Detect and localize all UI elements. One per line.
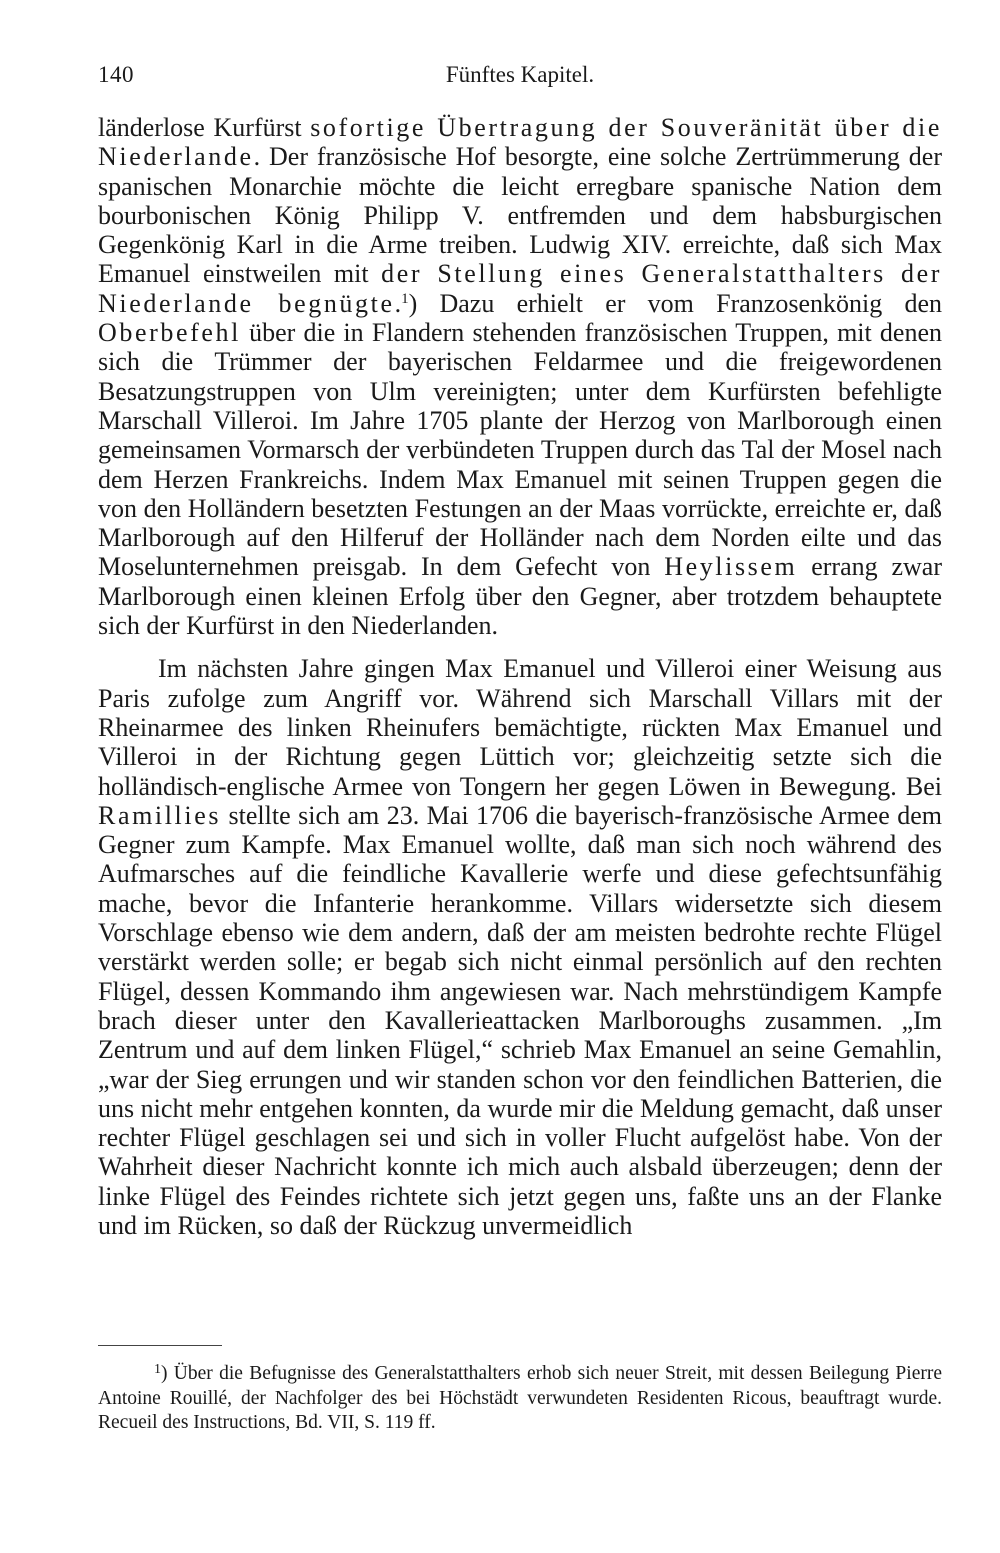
- spaced-emphasis: der Stellung eines Generalstatthalters der Niederlande begnügte: [98, 259, 942, 318]
- footnote-1-text: ) Über die Befugnisse des Generalstatthalters erhob sich neuer Streit, mit dessen Beilegung Pierre Antoine Rouillé, der Nachfolger des bei Höchstädt verwundeten Residenten Ricous, beauftragt wurde. Recueil des Instructions, Bd. VII, S. 119 ff.: [98, 1363, 942, 1433]
- paragraph-2-text: Im nächsten Jahre gingen Max Emanuel und Villeroi einer Weisung aus Paris zufolge zum Angriff vor. Während sich Marschall Villars mit der Rheinarmee des linken Rheinufers bemächtigte, rückten Max Emanuel und Villeroi in der Richtung gegen Lüttich vor; gleichzeitig setzte sich die holländisch-englische Armee von Tongern her gegen Löwen in Bewegung. Bei: [98, 654, 942, 801]
- page-header: [98, 62, 942, 96]
- footnote-reference[interactable]: 1: [401, 290, 409, 307]
- paragraph-1-text: . Der französische Hof besorgte, eine solche Zertrümmerung der spanischen Monarchie möchte die leicht erregbare spanische Nation dem bourbonischen König Philipp V. entfremden und dem habsburgischen Gegenkönig Karl in die Arme treiben. Ludwig XIV. erreichte, daß sich Max Emanuel einstweilen mit: [98, 142, 942, 289]
- paragraph-1: [98, 113, 942, 640]
- spaced-emphasis: Heylissem: [664, 552, 798, 582]
- footnotes: [98, 1362, 942, 1436]
- paragraph-2: [98, 654, 942, 1240]
- footnote-divider: [98, 1345, 222, 1346]
- paragraph-1-text: errang zwar Marlborough einen kleinen Erfolg über den Gegner, aber trotzdem behauptete sich der Kurfürst in den Niederlanden.: [98, 552, 942, 641]
- running-head: Fünftes Kapitel.: [445, 62, 595, 87]
- paragraph-1-text: ) Dazu erhielt er vom Franzosenkönig den: [408, 288, 942, 318]
- spaced-emphasis: Oberbefehl: [98, 318, 241, 348]
- footnote-1: [98, 1362, 942, 1436]
- footnote-marker: 1: [154, 1362, 161, 1377]
- paragraph-1-text: über die in Flandern stehenden französischen Truppen, mit denen sich die Trümmer der bayerischen Feldarmee und die freigewordenen Besatzungstruppen von Ulm vereinigten; unter dem Kurfürsten befehligte Marschall Villeroi. Im Jahre 1705 plante der Herzog von Marlborough einen gemeinsamen Vormarsch der verbündeten Truppen durch das Tal der Mosel nach dem Herzen Frankreichs. Indem Max Emanuel mit seinen Truppen gegen die von den Holländern besetzten Festungen an der Maas vorrückte, erreichte er, daß Marlborough auf den Hilferuf der Holländer nach dem Norden eilte und das Moselunternehmen preisgab. In dem Gefecht von: [98, 318, 942, 582]
- page-number: 140: [98, 62, 134, 87]
- paragraph-1-text: .: [394, 288, 402, 318]
- body-text: [98, 113, 942, 1240]
- spaced-emphasis: sofortige Übertragung der Souveränität über die Niederlande: [98, 113, 942, 172]
- spaced-emphasis: Ramillies: [98, 800, 222, 830]
- paragraph-1-text: länderlose Kurfürst: [98, 113, 311, 142]
- paragraph-2-text: stellte sich am 23. Mai 1706 die bayerisch-französische Armee dem Gegner zum Kampfe. Max Emanuel wollte, daß man sich noch während des Aufmarsches auf die feindliche Kavallerie werfe und diese gefechtsunfähig mache, bevor die Infanterie herankomme. Villars widersetzte sich diesem Vorschlage ebenso wie dem andern, daß der am meisten bedrohte rechte Flügel verstärkt werden solle; er begab sich nicht einmal persönlich auf den rechten Flügel, dessen Kommando ihm angewiesen war. Nach mehrstündigem Kampfe brach dieser unter den Kavallerieattacken Marlboroughs zusammen. „Im Zentrum und auf dem linken Flügel,“ schrieb Max Emanuel an seine Gemahlin, „war der Sieg errungen und wir standen schon vor den feindlichen Batterien, die uns nicht mehr entgehen konnten, da wurde mir die Meldung gemacht, daß unser rechter Flügel geschlagen sei und sich in voller Flucht aufgelöst habe. Von der Wahrheit dieser Nachricht konnte ich mich auch alsbald überzeugen; denn der linke Flügel des Feindes richtete sich jetzt gegen uns, faßte uns an der Flanke und im Rücken, so daß der Rückzug unvermeidlich: [98, 800, 942, 1240]
